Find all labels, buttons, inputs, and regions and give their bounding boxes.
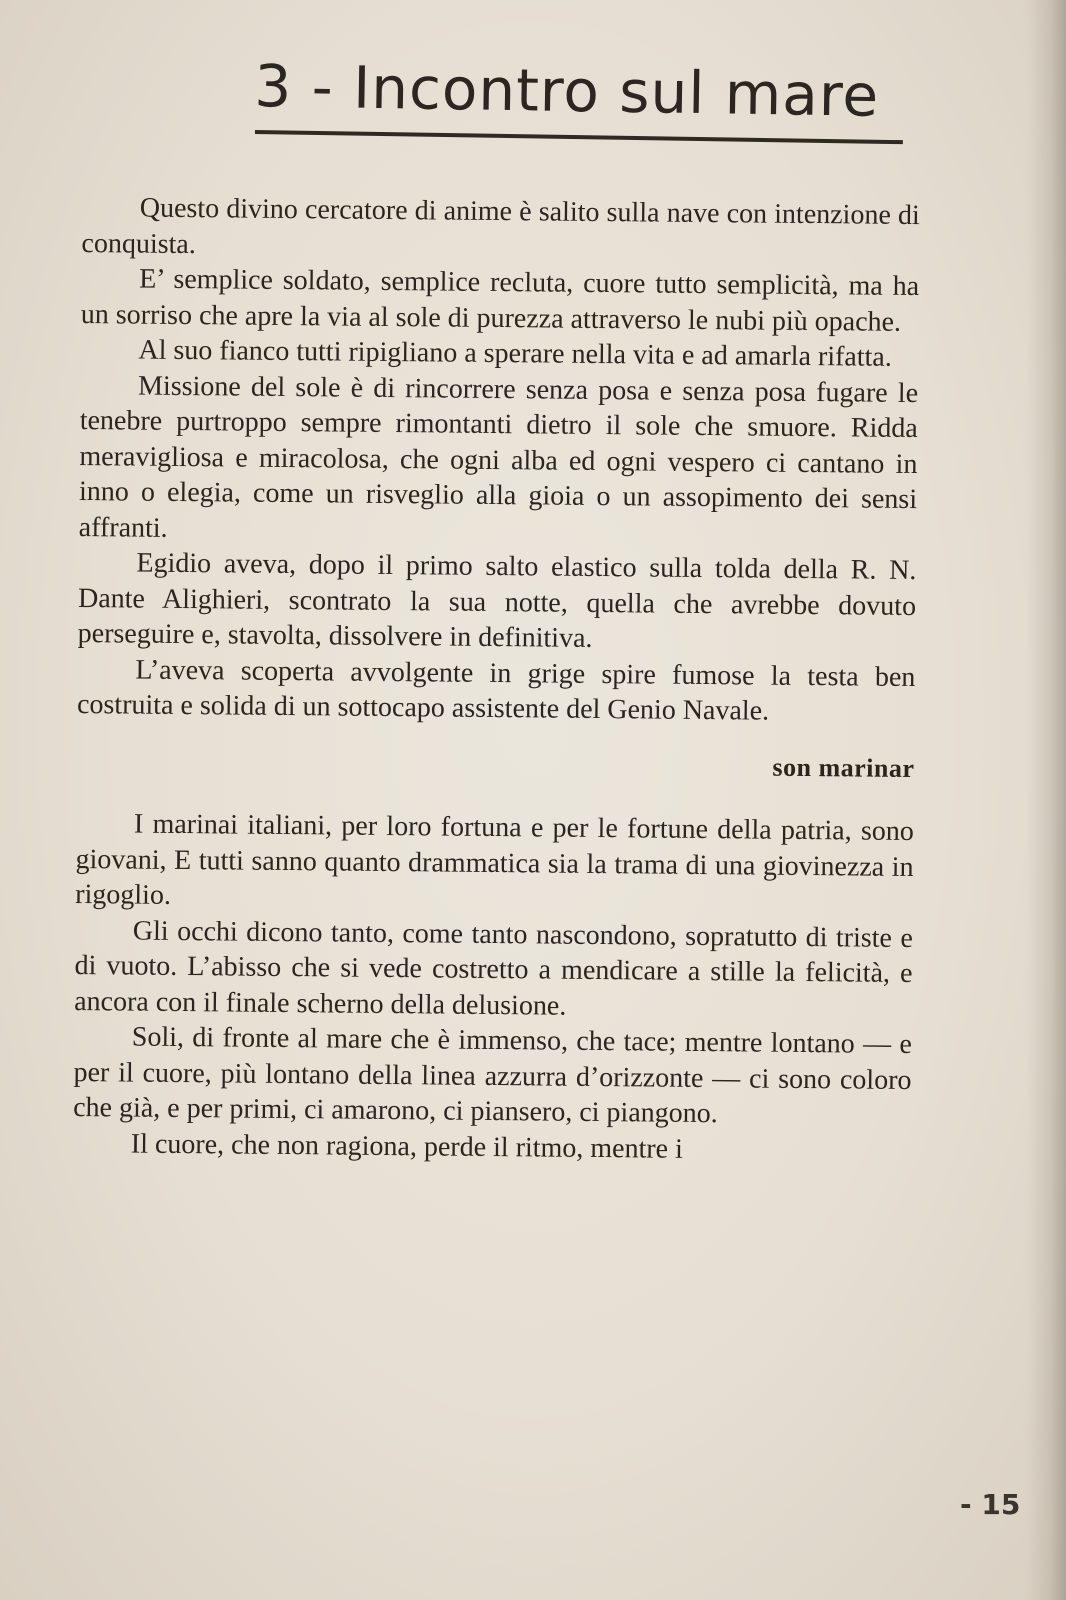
paragraph: Il cuore, che non ragiona, perde il ritmo, mentre i [130,1128,683,1165]
paragraph: L’aveva scoperta avvolgente in grige spire fumose la testa ben costruita e solida di un sottocapo assistente del Genio Navale. [76,654,916,727]
paragraph: Al suo fianco tutti ripigliano a sperare nella vita e ad amarla rifatta. [138,334,892,373]
page-edge-shadow [1026,0,1066,1600]
chapter-title: 3 - Incontro sul mare [253,52,880,130]
paragraph: Questo divino cercatore di anime è salito sulla nave con intenzione di conquista. [81,192,920,260]
chapter-header [255,52,905,148]
paragraph: Gli occhi dicono tanto, come tanto nascondono, sopratutto di triste e di vuoto. L’abisso che si vede costretto a mendicare a stille la felicità, e ancora con il finale scherno della delusione. [74,915,914,1022]
body-text [73,190,920,1169]
paragraph: E’ semplice soldato, semplice recluta, cuore tutto semplicità, ma ha un sorriso che apre la via al sole di purezza attraverso le nubi più opache. [80,263,920,338]
page-number: - 15 [960,1488,1021,1521]
paragraph: Soli, di fronte al mare che è immenso, che tace; mentre lontano — e per il cuore, più lontano della linea azzurra d’orizzonte — ci sono coloro che già, e per primi, ci amarono, ci piansero, ci piangono. [73,1021,912,1130]
paragraph: I marinai italiani, per loro fortuna e per le fortune della patria, sono giovani, E tutti sanno quanto drammatica sia la trama di una giovinezza in rigoglio. [75,808,915,911]
section-heading: son marinar [772,752,915,783]
title-underline [255,130,903,144]
paragraph: Egidio aveva, dopo il primo salto elastico sulla tolda della R. N. Dante Alighieri, scontrato la sua notte, quella che avrebbe dovuto perseguire e, stavolta, dissolvere in definitiva. [77,547,917,654]
paragraph: Missione del sole è di rincorrere senza posa e senza posa fugare le tenebre purtroppo sempre rimontanti dietro il sole che smuore. Ridda meravigliosa e miracolosa, che ogni alba ed ogni vespero ci cantano in inno o elegia, come un risveglio alla gioia o un assopimento dei sensi affranti. [78,370,919,544]
